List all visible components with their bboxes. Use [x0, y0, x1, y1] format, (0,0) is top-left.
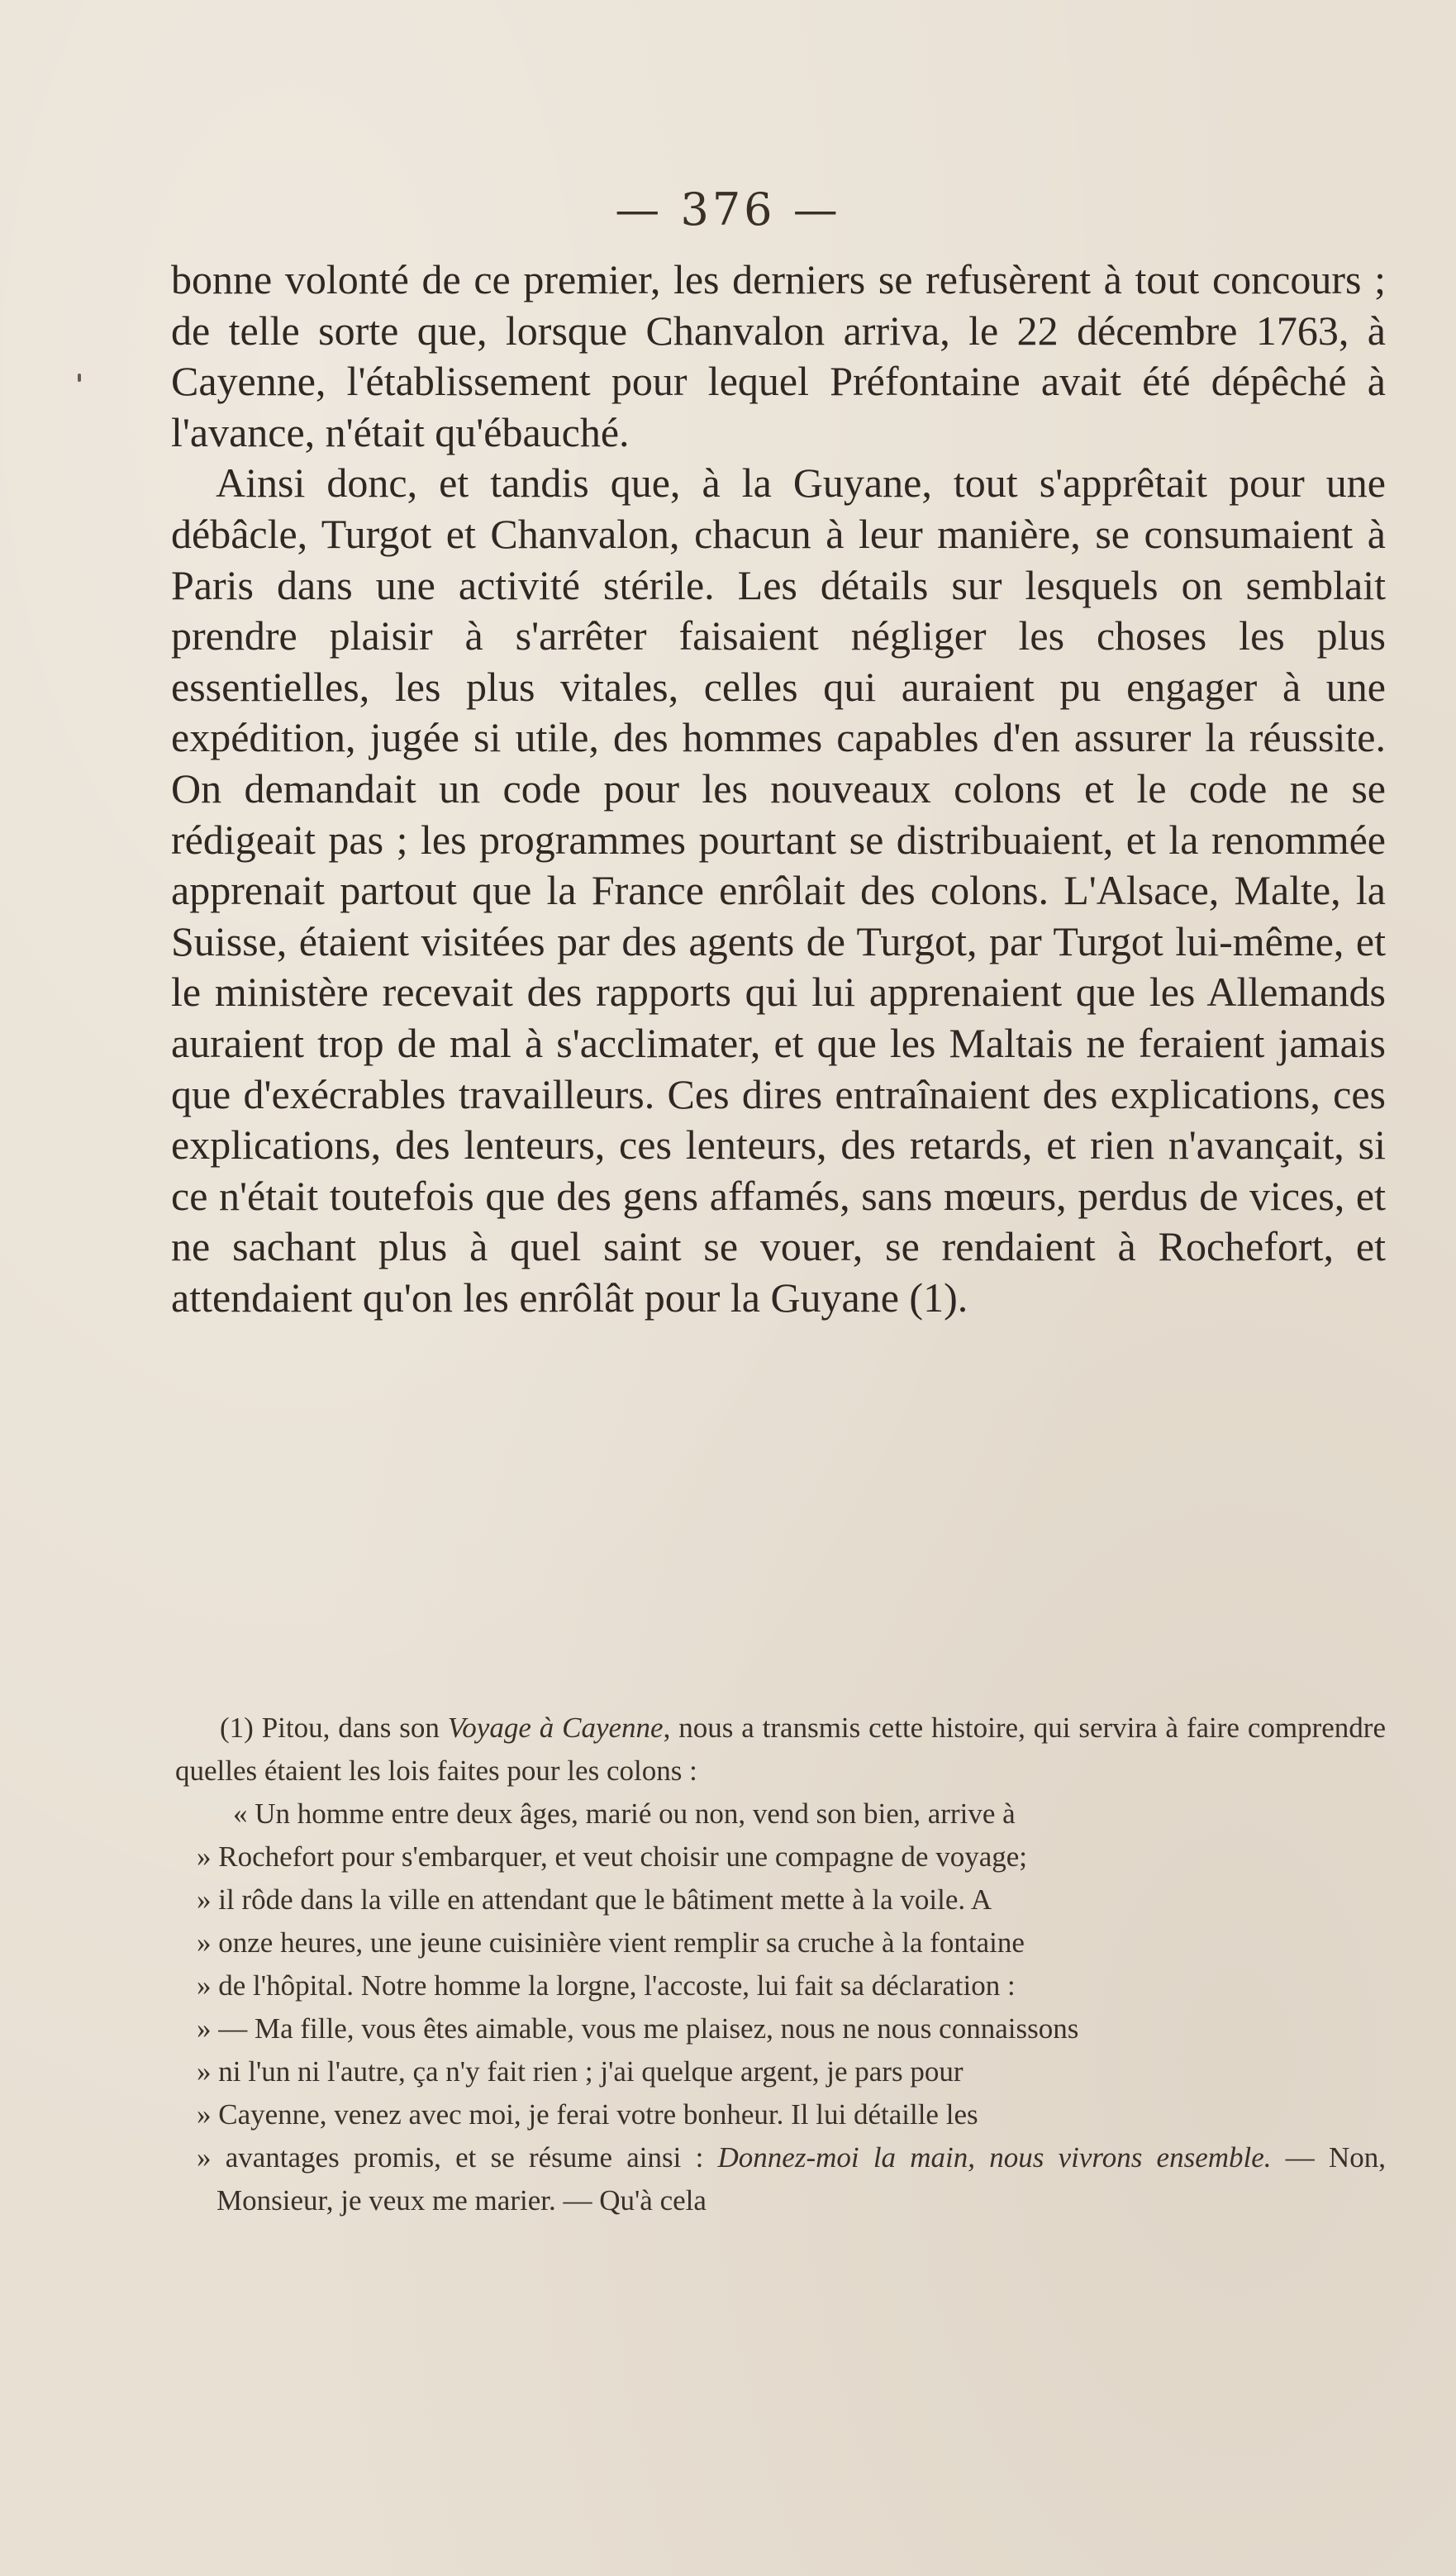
quote-line: » de l'hôpital. Notre homme la lorgne, l'accoste, lui fait sa déclaration : [197, 1969, 1016, 2002]
quote-line: » Cayenne, venez avec moi, je ferai votre bonheur. Il lui détaille les [197, 2098, 978, 2131]
paragraph: Ainsi donc, et tandis que, à la Guyane, tout s'apprêtait pour une débâcle, Turgot et Chanvalon, chacun à leur manière, se consumaient à Paris dans une activité stérile. Les détails sur lesquels on semblait prendre plaisir à s'arrêter faisaient négliger les choses les plus essentielles, les plus vitales, celles qui auraient pu engager à une expédition, jugée si utile, des hommes capables d'en assurer la réussite. On demandait un code pour les nouveaux colons et le code ne se rédigeait pas ; les programmes pourtant se distribuaient, et la renommée apprenait partout que la France enrôlait des colons. L'Alsace, Malte, la Suisse, étaient visitées par des agents de Turgot, par Turgot lui-même, et le ministère recevait des rapports qui lui apprenaient que les Allemands auraient trop de mal à s'acclimater, et que les Maltais ne feraient jamais que d'exécrables travailleurs. Ces dires entraînaient des explications, ces explications, des lenteurs, ces lenteurs, des retards, et rien n'avançait, si ce n'était toutefois que des gens affamés, sans mœurs, perdus de vices, et ne sachant plus à quel saint se vouer, se rendaient à Rochefort, et attendaient qu'on les enrôlât pour la Guyane (1). [171, 459, 1386, 1321]
quote-line [175, 2136, 1386, 2222]
quote-line: » Rochefort pour s'embarquer, et veut choisir une compagne de voyage; [197, 1840, 1027, 1873]
footnote-lead-rest: , nous a transmis cette histoire, qui servira à faire comprendre quelles étaient les lois faites pour les colons : [175, 1712, 1386, 1787]
quote-line: » — Ma fille, vous êtes aimable, vous me plaisez, nous ne nous connaissons [197, 2012, 1079, 2045]
quote-line: » il rôde dans la ville en attendant que le bâtiment mette à la voile. A [197, 1883, 992, 1916]
footnote-intro [175, 1707, 1386, 1793]
paragraph-continued: bonne volonté de ce premier, les derniers se refusèrent à tout concours ; de telle sorte que, lorsque Chanvalon arriva, le 22 décembre 1763, à Cayenne, l'établissement pour lequel Préfontaine avait été dépêché à l'avance, n'était qu'ébauché. [171, 256, 1386, 455]
footnote-work-title: Voyage à Cayenne [447, 1712, 664, 1744]
quote-line-text: » avantages promis, et se résume ainsi : [197, 2141, 718, 2174]
footnote [175, 1707, 1386, 2222]
footnote-lead: (1) Pitou, dans son [220, 1712, 448, 1744]
quote-italic: Donnez-moi la main, nous vivrons ensemble. [717, 2141, 1272, 2174]
quote-line: » ni l'un ni l'autre, ça n'y fait rien ; j'ai quelque argent, je pars pour [197, 2055, 964, 2088]
quote-line: » onze heures, une jeune cuisinière vient remplir sa cruche à la fontaine [197, 1926, 1025, 1959]
quote-line: « Un homme entre deux âges, marié ou non, vend son bien, arrive à [233, 1797, 1016, 1830]
main-text [171, 255, 1386, 1323]
page-number: — 376 — [615, 183, 841, 236]
margin-mark [78, 374, 81, 382]
quote-end: — Non, Monsieur, je veux me marier. — Qu'à cela [216, 2141, 1386, 2217]
